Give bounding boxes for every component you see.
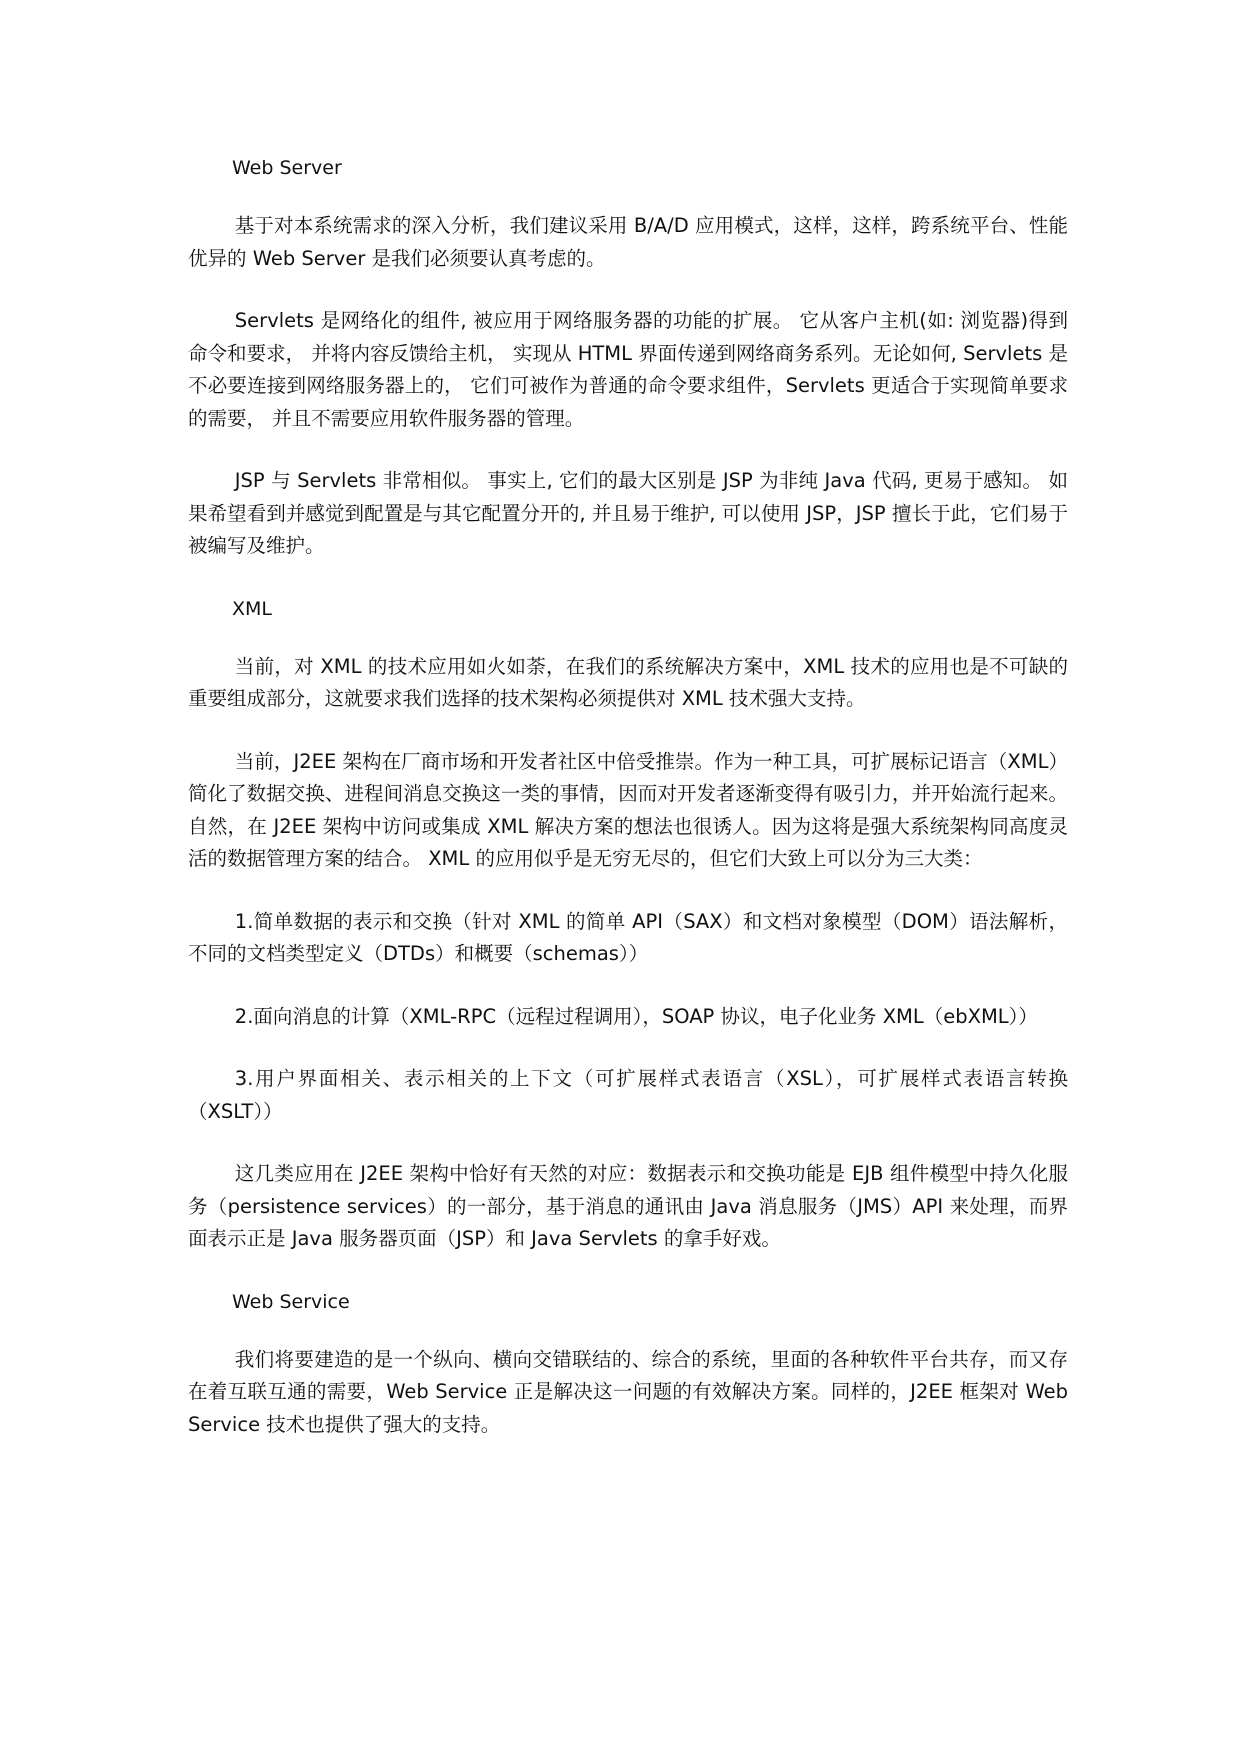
paragraph-j2ee-xml: 当前，J2EE 架构在厂商市场和开发者社区中倍受推崇。作为一种工具，可扩展标记语言（XML）简化了数据交换、进程间消息交换这一类的事情，因而对开发者逐渐变得有吸引力，并开始流行起来。自然，在 J2EE 架构中访问或集成 XML 解决方案的想法也很诱人。因为这将是强大系统架构同高度灵活的数据管理方案的结合。 XML 的应用似乎是无穷无尽的，但它们大致上可以分为三大类： [188, 749, 1068, 870]
paragraph-bad-mode: 基于对本系统需求的深入分析，我们建议采用 B/A/D 应用模式，这样，这样，跨系统平台、性能优异的 Web Server 是我们必须要认真考虑的。 [188, 214, 1068, 270]
list-item-1: 1.简单数据的表示和交换（针对 XML 的简单 API（SAX）和文档对象模型（DOM）语法解析，不同的文档类型定义（DTDs）和概要（schemas）） [188, 909, 1068, 965]
section-heading-xml: XML [232, 597, 272, 620]
document-body [188, 152, 1068, 1441]
paragraph-servlets: Servlets 是网络化的组件, 被应用于网络服务器的功能的扩展。 它从客户主机(如: 浏览器)得到命令和要求， 并将内容反馈给主机， 实现从 HTML 界面传递到网络商务系列。无论如何, Servlets 是不必要连接到网络服务器上的， 它们可被作为普通的命令要求组件，Servlets 更适合于实现简单要求的需要， 并且不需要应用软件服务器的管理。 [188, 309, 1068, 430]
list-item-2: 2.面向消息的计算（XML-RPC（远程过程调用），SOAP 协议，电子化业务 XML（ebXML）） [234, 1004, 1038, 1028]
paragraph-j2ee-mapping: 这几类应用在 J2EE 架构中恰好有天然的对应：数据表示和交换功能是 EJB 组件模型中持久化服务（persistence services）的一部分，基于消息的通讯由 Java 消息服务（JMS）API 来处理，而界面表示正是 Java 服务器页面（JSP）和 Java Servlets 的拿手好戏。 [188, 1162, 1068, 1250]
section-heading-web-server: Web Server [232, 157, 342, 179]
section-heading-web-service: Web Service [232, 1290, 350, 1313]
paragraph-jsp: JSP 与 Servlets 非常相似。 事实上, 它们的最大区别是 JSP 为非纯 Java 代码, 更易于感知。 如果希望看到并感觉到配置是与其它配置分开的, 并且易于维护, 可以使用 JSP，JSP 擅长于此，它们易于被编写及维护。 [188, 469, 1068, 557]
list-item-3: 3.用户界面相关、表示相关的上下文（可扩展样式表语言（XSL），可扩展样式表语言转换（XSLT）） [188, 1067, 1068, 1123]
paragraph-web-service: 我们将要建造的是一个纵向、横向交错联结的、综合的系统，里面的各种软件平台共存，而又存在着互联互通的需要，Web Service 正是解决这一问题的有效解决方案。同样的，J2EE 框架对 Web Service 技术也提供了强大的支持。 [188, 1347, 1068, 1436]
paragraph-xml-intro: 当前，对 XML 的技术应用如火如荼，在我们的系统解决方案中，XML 技术的应用也是不可缺的重要组成部分，这就要求我们选择的技术架构必须提供对 XML 技术强大支持。 [188, 654, 1068, 710]
